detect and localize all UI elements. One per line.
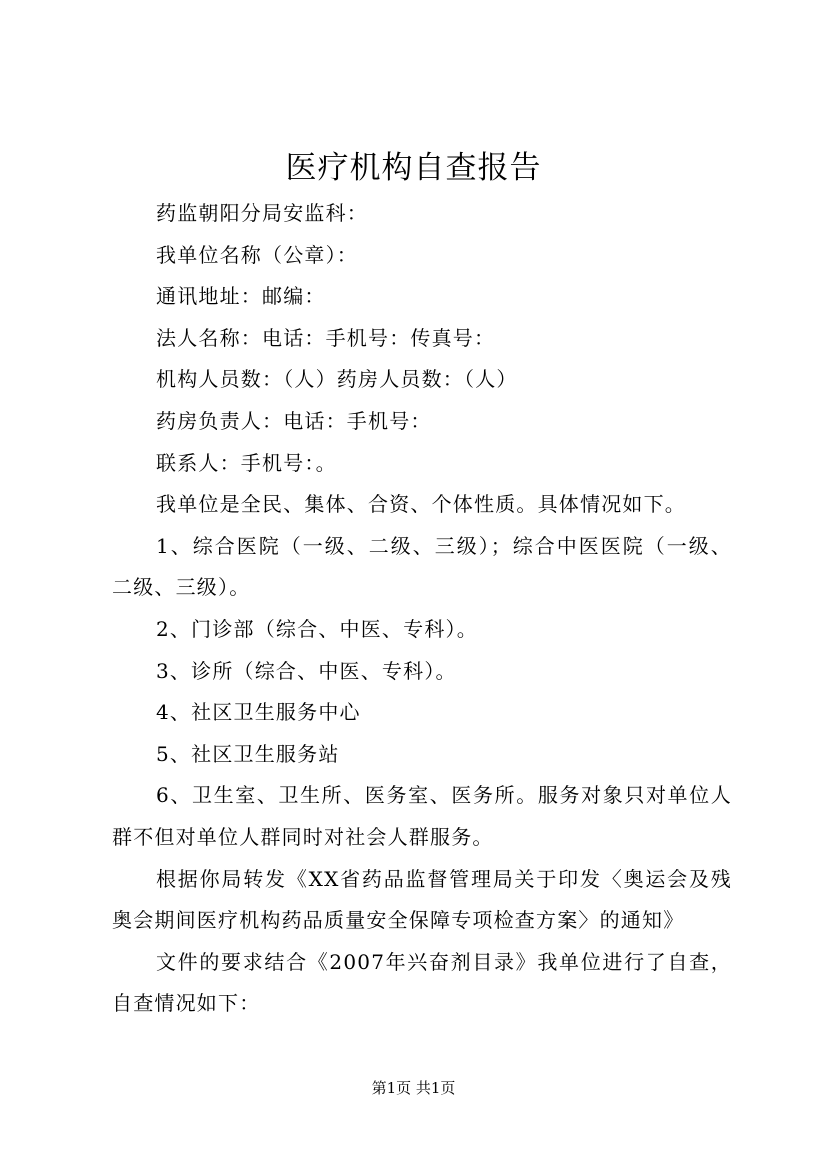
page-number-footer: 第1页 共1页	[371, 1079, 456, 1097]
paragraph-legal-person: 法人名称：电话：手机号：传真号：	[156, 325, 496, 350]
document-body	[112, 193, 732, 1025]
paragraph-addressee: 药监朝阳分局安监科：	[156, 201, 368, 225]
paragraph-item-3: 3、诊所（综合、中医、专科）。	[156, 658, 457, 683]
paragraph-item-5: 5、社区卫生服务站	[156, 741, 340, 766]
paragraph-contact: 联系人：手机号：。	[156, 450, 337, 475]
paragraph-unit-name: 我单位名称（公章）：	[156, 242, 358, 267]
paragraph-item-2: 2、门诊部（综合、中医、专科）。	[156, 616, 478, 641]
paragraph-item-1: 1、综合医院（一级、二级、三级）；综合中医医院（一级、二级、三级）。	[112, 533, 732, 600]
paragraph-nature: 我单位是全民、集体、合资、个体性质。具体情况如下。	[156, 492, 686, 517]
paragraph-reference: 根据你局转发《XX省药品监督管理局关于印发〈奥运会及残奥会期间医疗机构药品质量安全保障专项检查方案〉的通知》	[112, 866, 732, 933]
paragraph-self-check: 文件的要求结合《2007年兴奋剂目录》我单位进行了自查，自查情况如下：	[112, 949, 732, 1016]
paragraph-staff-count: 机构人员数：（人）药房人员数：（人）	[156, 367, 518, 392]
paragraph-item-6: 6、卫生室、卫生所、医务室、医务所。服务对象只对单位人群不但对单位人群同时对社会人群服务。	[112, 783, 732, 849]
paragraph-address: 通讯地址：邮编：	[156, 284, 326, 309]
paragraph-item-4: 4、社区卫生服务中心	[156, 700, 361, 725]
paragraph-pharmacy-head: 药房负责人：电话：手机号：	[156, 408, 432, 433]
document-title: 医疗机构自查报告	[285, 150, 542, 186]
